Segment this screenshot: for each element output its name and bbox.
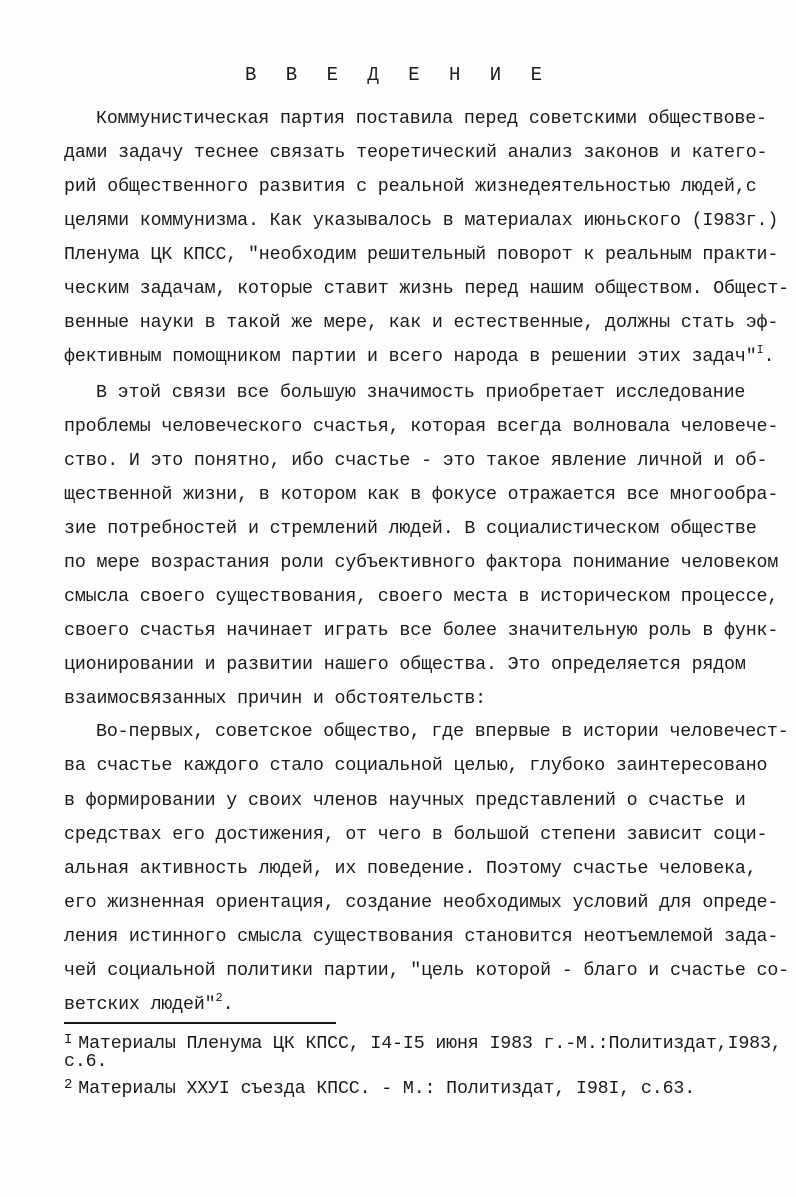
paragraph-1-line-1: Коммунистическая партия поставила перед советскими обществове- [96,109,767,129]
footnote-ref-2: 2 [215,991,223,1005]
paragraph-1-line-5: Пленума ЦК КПСС, "необходим решительный поворот к реальным практи- [64,245,779,265]
footnote-2 [64,1074,774,1100]
footnote-2-text: Материалы ХХУI съезда КПСС. - М.: Политиздат, I98I, с.63. [78,1079,696,1099]
paragraph-3-line-3: в формировании у своих членов научных представлений о счастье и [64,791,746,811]
footnote-1-continuation: с.6. [64,1052,108,1072]
paragraph-2-line-1: В этой связи все большую значимость приобретает исследование [96,383,746,403]
footnote-ref-1: I [756,343,764,357]
footnote-separator [64,1022,336,1024]
paragraph-2-line-7: смысла своего существования, своего места в историческом процессе, [64,587,779,607]
paragraph-3-line-1: Во-первых, советское общество, где впервые в истории человечест- [96,722,789,742]
paragraph-3-end-punct: . [222,995,234,1015]
paragraph-3-line-9-text: ветских людей" [64,995,216,1015]
paragraph-3-line-4: средствах его достижения, от чего в большой степени зависит соци- [64,825,768,845]
paragraph-2-line-4: щественной жизни, в котором как в фокусе отражается все многообра- [64,485,779,505]
paragraph-2-line-8: своего счастья начинает играть все более значительную роль в функ- [64,621,779,641]
paragraph-2-line-6: по мере возрастания роли субъективного фактора понимание человеком [64,553,779,573]
paragraph-1-line-8 [64,343,775,369]
paragraph-1-end-punct: . [763,347,775,367]
paragraph-1-line-8-text: фективным помощником партии и всего народа в решении этих задач" [64,347,757,367]
paragraph-3-line-6: его жизненная ориентация, создание необходимых условий для опреде- [64,893,779,913]
paragraph-3-line-9 [64,993,764,1017]
paragraph-3-line-2: ва счастье каждого стало социальной целью, глубоко заинтересовано [64,756,768,776]
paragraph-2-line-3: ство. И это понятно, ибо счастье - это такое явление личной и об- [64,451,768,471]
paragraph-3-line-5: альная активность людей, их поведение. Поэтому счастье человека, [64,859,757,879]
paragraph-2-line-9: ционировании и развитии нашего общества. Это определяется рядом [64,655,746,675]
paragraph-1-line-4: целями коммунизма. Как указывалось в материалах июньского (I983г.) [64,211,779,231]
paragraph-1-line-6: ческим задачам, которые ставит жизнь перед нашим обществом. Общест- [64,279,789,299]
footnote-1-mark: I [64,1032,73,1048]
paragraph-3-line-7: ления истинного смысла существования становится неотъемлемой зада- [64,927,779,947]
paragraph-2-line-10: взаимосвязанных причин и обстоятельств: [64,689,487,709]
footnote-2-mark: 2 [64,1077,73,1093]
paragraph-1-line-3: рий общественного развития с реальной жизнедеятельностью людей,с [64,177,757,197]
page-title: В В Е Д Е Н И Е [244,64,552,86]
paragraph-2-line-2: проблемы человеческого счастья, которая всегда волновала человече- [64,417,779,437]
paragraph-2-line-5: зие потребностей и стремлений людей. В социалистическом обществе [64,519,757,539]
paragraph-1-line-2: дами задачу теснее связать теоретический анализ законов и катего- [64,143,768,163]
footnote-1-text: Материалы Пленума ЦК КПСС, I4-I5 июня I983 г.-М.:Политиздат,I983, [78,1034,782,1054]
paragraph-1-line-7: венные науки в такой же мере, как и естественные, должны стать эф- [64,313,779,333]
paragraph-3-line-8: чей социальной политики партии, "цель которой - благо и счастье со- [64,961,789,981]
